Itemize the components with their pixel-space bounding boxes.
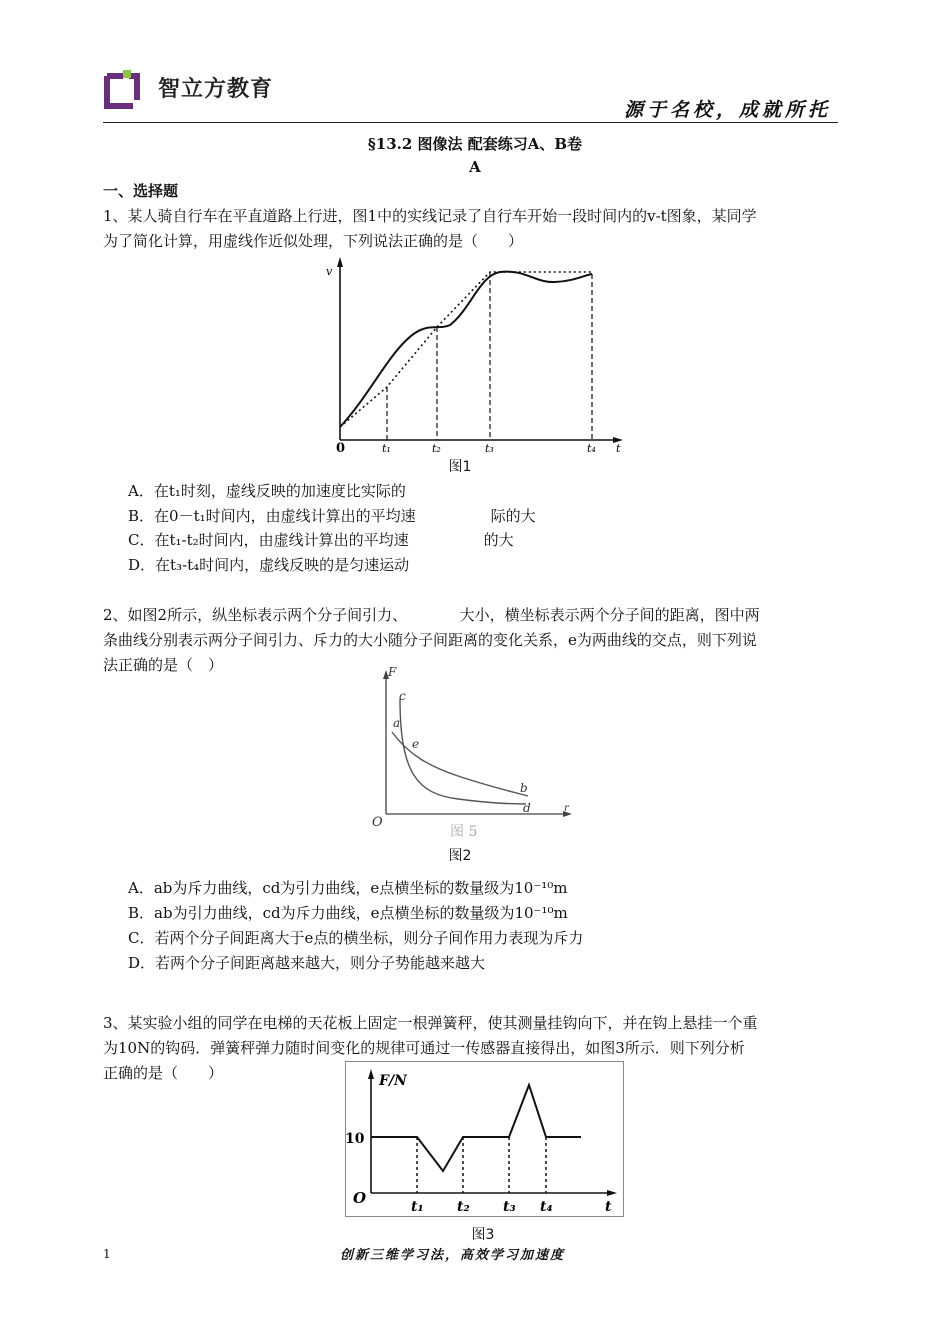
axis-F-label: F xyxy=(388,665,397,679)
axis-t-label: t xyxy=(605,1199,612,1215)
q3-stem-line2: 为10N的钩码．弹簧秤弹力随时间变化的规律可通过一传感器直接得出，如图3所示．则下列分析 xyxy=(103,1039,745,1057)
t2-label: t₂ xyxy=(432,442,441,455)
force-trace xyxy=(371,1085,581,1171)
axis-t-label: t xyxy=(616,442,621,455)
footer-slogan: 创新三维学习法，高效学习加速度 xyxy=(340,1248,566,1263)
q1-option-b: B．在0－t₁时间内，由虚线计算出的平均速 际的大 xyxy=(128,507,536,525)
page-title: §13.2 图像法 配套练习A、B卷 xyxy=(367,135,583,153)
brand-name: 智立方教育 xyxy=(158,77,274,102)
figure-3-caption: 图3 xyxy=(471,1227,495,1243)
figure-3-force-time-graph xyxy=(345,1061,625,1218)
header-slogan: 源于名校，成就所托 xyxy=(624,99,832,121)
q2-option-d: D．若两个分子间距离越来越大，则分子势能越来越大 xyxy=(128,954,486,972)
q2-stem-line2: 条曲线分别表示两分子间引力、斥力的大小随分子间距离的变化关系，e为两曲线的交点，则下列说 xyxy=(103,631,757,649)
axis-v-label: v xyxy=(326,265,333,278)
origin-label: 0 xyxy=(336,441,346,455)
q2-option-a: A．ab为斥力曲线，cd为引力曲线，e点横坐标的数量级为10⁻¹⁰m xyxy=(128,879,568,897)
q1-stem-line1: 1、某人骑自行车在平直道路上行进，图1中的实线记录了自行车开始一段时间内的v-t图象，某同学 xyxy=(103,207,757,225)
section-heading: 一、选择题 xyxy=(103,182,179,200)
t4-label: t₄ xyxy=(587,442,596,455)
approx-dotted-line xyxy=(340,272,592,427)
figure-1-caption: 图1 xyxy=(448,459,472,475)
q1-option-a: A．在t₁时刻，虚线反映的加速度比实际的 xyxy=(128,482,406,500)
actual-curve xyxy=(340,272,592,427)
t1-label: t₁ xyxy=(382,442,391,455)
t4-label: t₄ xyxy=(540,1199,553,1215)
q3-stem-line3: 正确的是（ ） xyxy=(103,1064,224,1082)
q3-stem-line1: 3、某实验小组的同学在电梯的天花板上固定一根弹簧秤，使其测量挂钩向下，并在钩上悬挂一个重 xyxy=(103,1014,758,1032)
curve-cd xyxy=(400,699,526,804)
logo xyxy=(103,70,153,110)
figure-2-caption: 图2 xyxy=(448,848,472,864)
label-b: b xyxy=(520,781,528,795)
origin-label: O xyxy=(372,815,383,830)
q1-option-d: D．在t₃-t₄时间内，虚线反映的是匀速运动 xyxy=(128,556,410,574)
inner-caption: 图 5 xyxy=(450,824,478,840)
q2-stem-line1: 2、如图2所示，纵坐标表示两个分子间引力、 大小，横坐标表示两个分子间的距离，图中两 xyxy=(103,606,760,624)
q1-stem-line2: 为了简化计算，用虚线作近似处理，下列说法正确的是（ ） xyxy=(103,232,524,250)
t2-label: t₂ xyxy=(457,1199,470,1215)
page-subtitle: A xyxy=(469,158,481,176)
q1-option-c: C．在t₁-t₂时间内，由虚线计算出的平均速 的大 xyxy=(128,531,514,549)
label-e: e xyxy=(412,737,420,751)
t3-label: t₃ xyxy=(503,1199,516,1215)
q2-option-b: B．ab为引力曲线，cd为斥力曲线，e点横坐标的数量级为10⁻¹⁰m xyxy=(128,904,568,922)
axis-r-label: r xyxy=(564,803,569,814)
label-a: a xyxy=(393,716,401,730)
origin-label: O xyxy=(353,1189,367,1207)
figure-1-vt-graph xyxy=(320,255,630,455)
logo-mark-icon xyxy=(103,70,153,110)
page-number: 1 xyxy=(103,1247,111,1261)
t3-label: t₃ xyxy=(485,442,494,455)
header-rule xyxy=(103,122,838,123)
q2-stem-line3: 法正确的是（ ） xyxy=(103,656,224,674)
label-c: c xyxy=(399,689,406,703)
figure-2-force-graph xyxy=(368,664,583,844)
t1-label: t₁ xyxy=(411,1199,424,1215)
label-d: d xyxy=(523,801,531,815)
tick-10-label: 10 xyxy=(345,1131,365,1147)
q2-option-c: C．若两个分子间距离大于e点的横坐标，则分子间作用力表现为斥力 xyxy=(128,929,584,947)
axis-F-label: F/N xyxy=(379,1073,407,1089)
